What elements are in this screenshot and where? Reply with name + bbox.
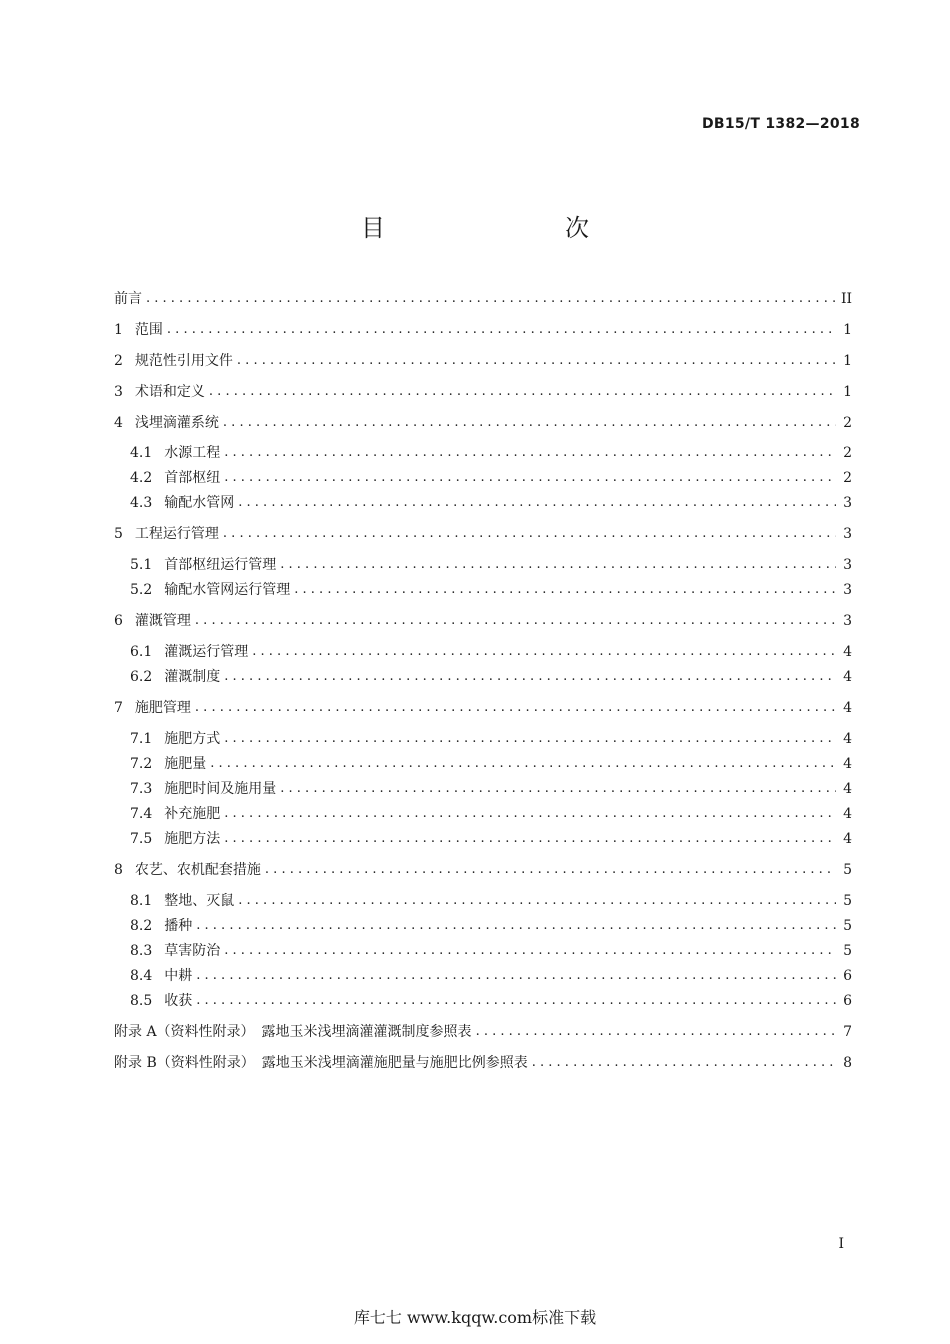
toc-entry-title: 输配水管网运行管理 — [164, 582, 291, 598]
toc-entry-number: 4.1 — [130, 445, 153, 461]
toc-entry-page: 4 — [843, 756, 852, 772]
toc-entry-page: II — [840, 291, 852, 307]
toc-entry-page: 6 — [843, 968, 852, 984]
toc-entry-page: 3 — [843, 526, 852, 542]
toc-entry-page: 3 — [843, 613, 852, 629]
toc-leader-dots — [195, 610, 836, 632]
toc-entry-number: 7.4 — [130, 806, 153, 822]
toc-entry[interactable] — [114, 1052, 852, 1074]
toc-entry-page: 4 — [843, 731, 852, 747]
toc-leader-dots — [224, 467, 836, 489]
toc-entry[interactable] — [130, 778, 852, 800]
toc-entry-title: 收获 — [164, 993, 193, 1009]
toc-entry[interactable] — [130, 890, 852, 912]
toc-entry-number: 7.3 — [130, 781, 153, 797]
toc-entry-title: 中耕 — [164, 968, 193, 984]
toc-entry-title: 草害防治 — [164, 943, 221, 959]
toc-leader-dots — [146, 288, 836, 310]
toc-entry[interactable] — [130, 442, 852, 464]
toc-entry[interactable] — [130, 492, 852, 514]
toc-entry-page: 2 — [843, 470, 852, 486]
toc-entry[interactable] — [130, 803, 852, 825]
toc-entry-page: 5 — [843, 893, 852, 909]
toc-entry-page: 5 — [843, 862, 852, 878]
toc-leader-dots — [210, 753, 836, 775]
toc-entry-page: 4 — [843, 669, 852, 685]
toc-entry-page: 7 — [843, 1024, 852, 1040]
toc-entry-title: 首部枢纽运行管理 — [164, 557, 277, 573]
page-title: 目 次 — [361, 214, 633, 242]
toc-entry[interactable] — [130, 965, 852, 987]
toc-entry-page: 1 — [843, 353, 852, 369]
toc-entry-number: 3 — [114, 384, 123, 400]
standard-code: DB15/T 1382—2018 — [701, 116, 860, 132]
toc-entry[interactable] — [130, 990, 852, 1012]
toc-entry[interactable] — [114, 610, 852, 632]
toc-leader-dots — [196, 990, 836, 1012]
toc-entry-title: 浅埋滴灌系统 — [134, 415, 219, 431]
toc-entry-number: 8.3 — [130, 943, 153, 959]
toc-entry-number: 6.2 — [130, 669, 153, 685]
toc-entry-title: 灌溉管理 — [134, 613, 191, 629]
toc-leader-dots — [209, 381, 836, 403]
toc-leader-dots — [294, 579, 836, 601]
toc-leader-dots — [196, 915, 836, 937]
toc-leader-dots — [532, 1052, 836, 1074]
toc-entry-number: 6 — [114, 613, 123, 629]
toc-entry[interactable] — [114, 350, 852, 372]
toc-entry-number: 7.5 — [130, 831, 153, 847]
toc-entry-page: 1 — [843, 322, 852, 338]
toc-entry-number: 7 — [114, 700, 123, 716]
toc-entry-title: 施肥时间及施用量 — [164, 781, 277, 797]
toc-leader-dots — [224, 828, 836, 850]
toc-entry-title: 水源工程 — [164, 445, 221, 461]
toc-entry-page: 2 — [843, 445, 852, 461]
toc-entry-number: 5.1 — [130, 557, 153, 573]
toc-entry-title: 输配水管网 — [164, 495, 235, 511]
toc-entry[interactable] — [130, 728, 852, 750]
toc-entry-number: 4 — [114, 415, 123, 431]
toc-entry[interactable] — [130, 828, 852, 850]
toc-entry-title: 附录 B（资料性附录） 露地玉米浅埋滴灌施肥量与施肥比例参照表 — [114, 1055, 528, 1071]
toc-entry-page: 2 — [843, 415, 852, 431]
toc-entry[interactable] — [114, 381, 852, 403]
toc-entry-page: 6 — [843, 993, 852, 1009]
toc-entry-number: 5.2 — [130, 582, 153, 598]
toc-entry-title: 施肥方法 — [164, 831, 221, 847]
toc-entry-number: 8.4 — [130, 968, 153, 984]
toc-entry-number: 7.1 — [130, 731, 153, 747]
toc-entry-number: 4.3 — [130, 495, 153, 511]
toc-entry-number: 2 — [114, 353, 123, 369]
toc-entry-title: 补充施肥 — [164, 806, 221, 822]
toc-entry[interactable] — [114, 859, 852, 881]
toc-entry-number: 8.2 — [130, 918, 153, 934]
toc-entry-title: 施肥管理 — [134, 700, 191, 716]
toc-entry[interactable] — [114, 412, 852, 434]
toc-entry-page: 4 — [843, 644, 852, 660]
toc-entry-page: 4 — [843, 806, 852, 822]
toc-entry-title: 范围 — [134, 322, 163, 338]
toc-entry-page: 1 — [843, 384, 852, 400]
toc-entry-page: 3 — [843, 582, 852, 598]
toc-entry-title: 术语和定义 — [134, 384, 205, 400]
toc-leader-dots — [224, 666, 836, 688]
footer-watermark: 库七七 www.kqqw.com标准下载 — [353, 1308, 597, 1327]
toc-entry[interactable] — [130, 554, 852, 576]
toc-leader-dots — [476, 1021, 836, 1043]
toc-entry-page: 5 — [843, 918, 852, 934]
toc-entry[interactable] — [130, 753, 852, 775]
toc-entry-title: 前言 — [114, 291, 142, 307]
toc-entry[interactable] — [130, 915, 852, 937]
toc-leader-dots — [223, 412, 836, 434]
toc-leader-dots — [252, 641, 836, 663]
toc-entry[interactable] — [114, 288, 852, 310]
toc-leader-dots — [238, 890, 836, 912]
toc-leader-dots — [224, 803, 836, 825]
toc-entry-page: 8 — [843, 1055, 852, 1071]
toc-leader-dots — [280, 554, 836, 576]
toc-entry[interactable] — [130, 467, 852, 489]
toc-leader-dots — [223, 523, 836, 545]
toc-entry-page: 5 — [843, 943, 852, 959]
toc-entry-title: 工程运行管理 — [134, 526, 219, 542]
toc-entry-title: 灌溉制度 — [164, 669, 221, 685]
toc-leader-dots — [195, 697, 836, 719]
toc-entry-page: 3 — [843, 557, 852, 573]
page-number: I — [838, 1236, 844, 1252]
toc-entry-title: 整地、灭鼠 — [164, 893, 235, 909]
toc-entry-title: 播种 — [164, 918, 193, 934]
toc-entry-number: 1 — [114, 322, 123, 338]
toc-entry[interactable] — [130, 666, 852, 688]
toc-entry-title: 农艺、农机配套措施 — [134, 862, 261, 878]
toc-entry-page: 3 — [843, 495, 852, 511]
toc-entry-page: 4 — [843, 781, 852, 797]
toc-leader-dots — [224, 442, 836, 464]
toc-leader-dots — [224, 940, 836, 962]
toc-leader-dots — [196, 965, 836, 987]
toc-leader-dots — [280, 778, 836, 800]
toc-entry-title: 施肥方式 — [164, 731, 221, 747]
toc-entry[interactable] — [130, 641, 852, 663]
toc-leader-dots — [167, 319, 836, 341]
toc-leader-dots — [238, 492, 836, 514]
toc-entry-number: 8.5 — [130, 993, 153, 1009]
toc-entry-number: 6.1 — [130, 644, 153, 660]
toc-entry[interactable] — [114, 319, 852, 341]
toc-entry[interactable] — [114, 523, 852, 545]
toc-entry[interactable] — [130, 940, 852, 962]
toc-entry[interactable] — [114, 1021, 852, 1043]
toc-leader-dots — [265, 859, 836, 881]
toc-entry-title: 附录 A（资料性附录） 露地玉米浅埋滴灌灌溉制度参照表 — [114, 1024, 472, 1040]
toc-entry-number: 8.1 — [130, 893, 153, 909]
toc-entry-number: 4.2 — [130, 470, 153, 486]
toc-entry-title: 灌溉运行管理 — [164, 644, 249, 660]
toc-entry-page: 4 — [843, 831, 852, 847]
toc-entry-page: 4 — [843, 700, 852, 716]
toc-entry-number: 8 — [114, 862, 123, 878]
toc-leader-dots — [237, 350, 836, 372]
toc-entry-title: 施肥量 — [164, 756, 207, 772]
toc-entry[interactable] — [130, 579, 852, 601]
toc-entry-title: 规范性引用文件 — [134, 353, 233, 369]
toc-entry-number: 5 — [114, 526, 123, 542]
toc-entry-title: 首部枢纽 — [164, 470, 221, 486]
toc-leader-dots — [224, 728, 836, 750]
toc-entry[interactable] — [114, 697, 852, 719]
toc-entry-number: 7.2 — [130, 756, 153, 772]
